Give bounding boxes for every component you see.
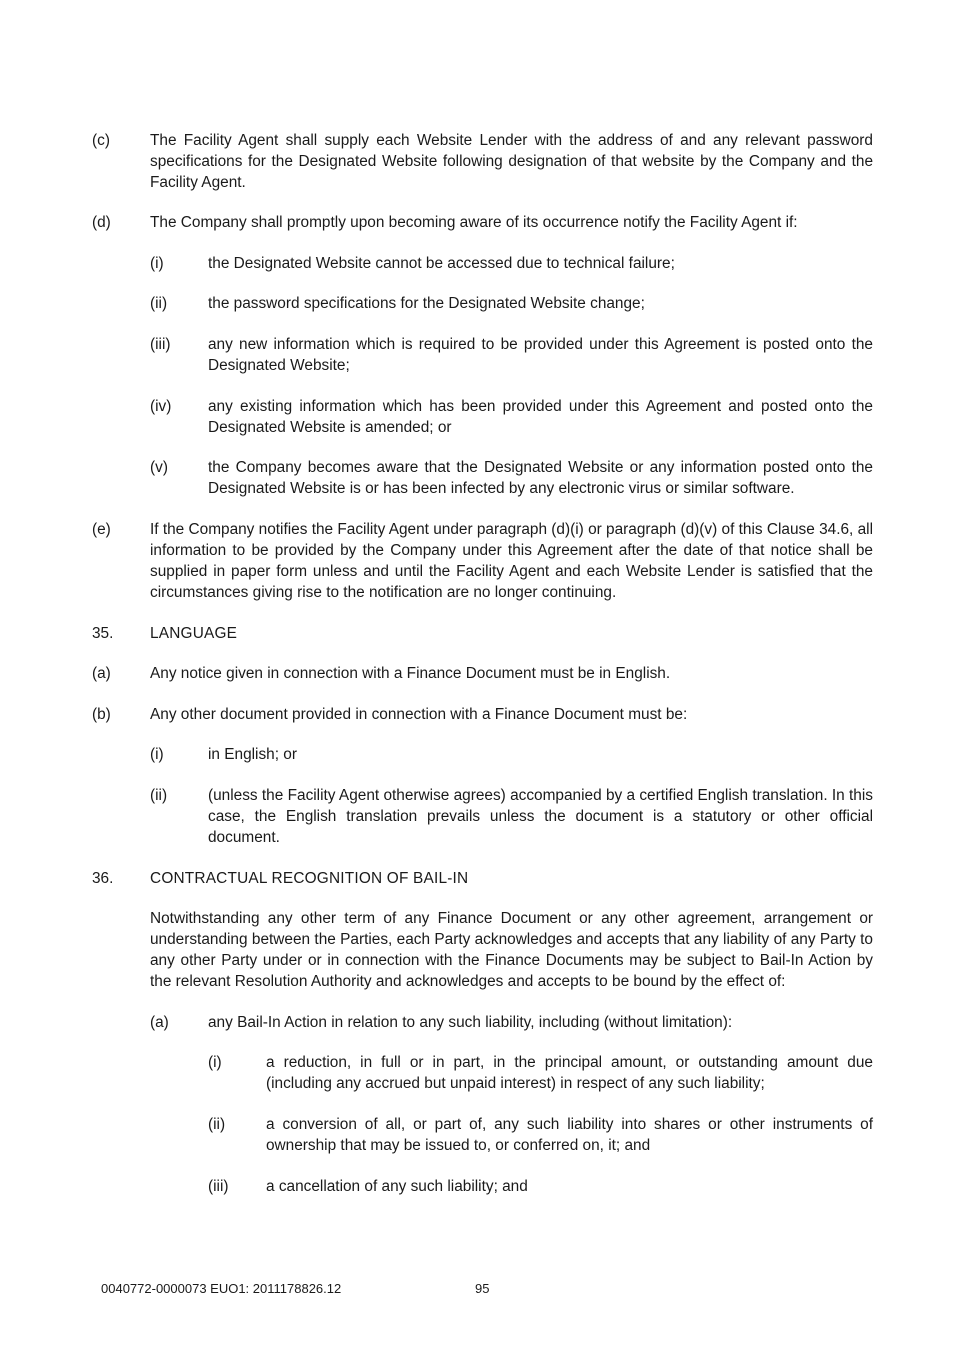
paragraph-e xyxy=(92,519,873,603)
paragraph-36-a xyxy=(150,1012,873,1033)
subparagraph-text: (unless the Facility Agent otherwise agrees) accompanied by a certified English translation. In this case, the English translation prevails unless the document is a statutory or other official document. xyxy=(208,787,873,846)
subparagraph-label: (i) xyxy=(150,255,164,272)
subparagraph-label: (ii) xyxy=(150,295,168,312)
subparagraph-label: (ii) xyxy=(150,787,168,804)
paragraph-text: Any other document provided in connection with a Finance Document must be: xyxy=(150,706,688,723)
subparagraph-label: (iii) xyxy=(208,1178,229,1195)
paragraph-label: (b) xyxy=(92,706,111,723)
paragraph-label: (a) xyxy=(92,665,111,682)
clause-title: CONTRACTUAL RECOGNITION OF BAIL-IN xyxy=(150,870,469,887)
paragraph-label: (d) xyxy=(92,214,111,231)
subparagraph-text: the Designated Website cannot be accessed due to technical failure; xyxy=(208,255,675,272)
paragraph-text: If the Company notifies the Facility Agent under paragraph (d)(i) or paragraph (d)(v) of this Clause 34.6, all information to be provided by the Company under this Agreement after the date of that notice shall be supplied in paper form unless and until the Facility Agent and each Website Lender is satisfied that the circumstances giving rise to the notification are no longer continuing. xyxy=(150,521,873,601)
paragraph-text: Any notice given in connection with a Finance Document must be in English. xyxy=(150,665,671,682)
clause-36-intro: Notwithstanding any other term of any Finance Document or any other agreement, arrangement or understanding between the Parties, each Party acknowledges and accepts that any liability of any Party to any other Party under or in connection with the Finance Documents may be subject to Bail-In Action by the relevant Resolution Authority and acknowledges and accepts to be bound by the effect of: xyxy=(150,910,873,990)
subparagraph-36-a-iii xyxy=(208,1176,873,1197)
paragraph-c xyxy=(92,130,873,193)
subparagraph-text: a reduction, in full or in part, in the principal amount, or outstanding amount due (including any accrued but unpaid interest) in respect of any such liability; xyxy=(266,1054,873,1092)
document-reference: 0040772-0000073 EUO1: 2011178826.12 xyxy=(101,1281,342,1296)
subparagraph-text: any new information which is required to be provided under this Agreement is posted onto the Designated Website; xyxy=(208,336,873,374)
subparagraph-label: (v) xyxy=(150,459,168,476)
subparagraph-text: the password specifications for the Designated Website change; xyxy=(208,295,645,312)
paragraph-d xyxy=(92,212,873,233)
clause-number: 36. xyxy=(92,870,114,887)
subparagraph-d-i xyxy=(150,253,873,274)
subparagraph-text: in English; or xyxy=(208,746,297,763)
subparagraph-label: (iii) xyxy=(150,336,171,353)
subparagraph-36-a-ii xyxy=(208,1114,873,1156)
paragraph-35-b xyxy=(92,704,873,725)
paragraph-label: (e) xyxy=(92,521,111,538)
subparagraph-35-b-i xyxy=(150,744,873,765)
subparagraph-text: any existing information which has been provided under this Agreement and posted onto the Designated Website is amended; or xyxy=(208,398,873,436)
subparagraph-d-v xyxy=(150,457,873,499)
subparagraph-d-ii xyxy=(150,293,873,314)
page-number: 95 xyxy=(475,1281,490,1296)
paragraph-label: (a) xyxy=(150,1014,169,1031)
paragraph-label: (c) xyxy=(92,132,110,149)
subparagraph-label: (i) xyxy=(208,1054,222,1071)
paragraph-35-a xyxy=(92,663,873,684)
clause-36-heading xyxy=(92,868,873,889)
subparagraph-label: (ii) xyxy=(208,1116,226,1133)
paragraph-text: any Bail-In Action in relation to any such liability, including (without limitation): xyxy=(208,1014,733,1031)
subparagraph-d-iii xyxy=(150,334,873,376)
subparagraph-35-b-ii xyxy=(150,785,873,848)
clause-title: LANGUAGE xyxy=(150,625,238,642)
paragraph-text: The Company shall promptly upon becoming aware of its occurrence notify the Facility Agent if: xyxy=(150,214,798,231)
clause-number: 35. xyxy=(92,625,114,642)
subparagraph-text: a conversion of all, or part of, any such liability into shares or other instruments of ownership that may be issued to, or conferred on, it; and xyxy=(266,1116,873,1154)
subparagraph-text: the Company becomes aware that the Designated Website or any information posted onto the Designated Website is or has been infected by any electronic virus or similar software. xyxy=(208,459,873,497)
subparagraph-d-iv xyxy=(150,396,873,438)
subparagraph-36-a-i xyxy=(208,1052,873,1094)
paragraph-text: The Facility Agent shall supply each Website Lender with the address of and any relevant password specifications for the Designated Website following designation of that website by the Company and the Facility Agent. xyxy=(150,132,873,191)
subparagraph-text: a cancellation of any such liability; and xyxy=(266,1178,528,1195)
subparagraph-label: (iv) xyxy=(150,398,172,415)
subparagraph-label: (i) xyxy=(150,746,164,763)
clause-35-heading xyxy=(92,623,873,644)
